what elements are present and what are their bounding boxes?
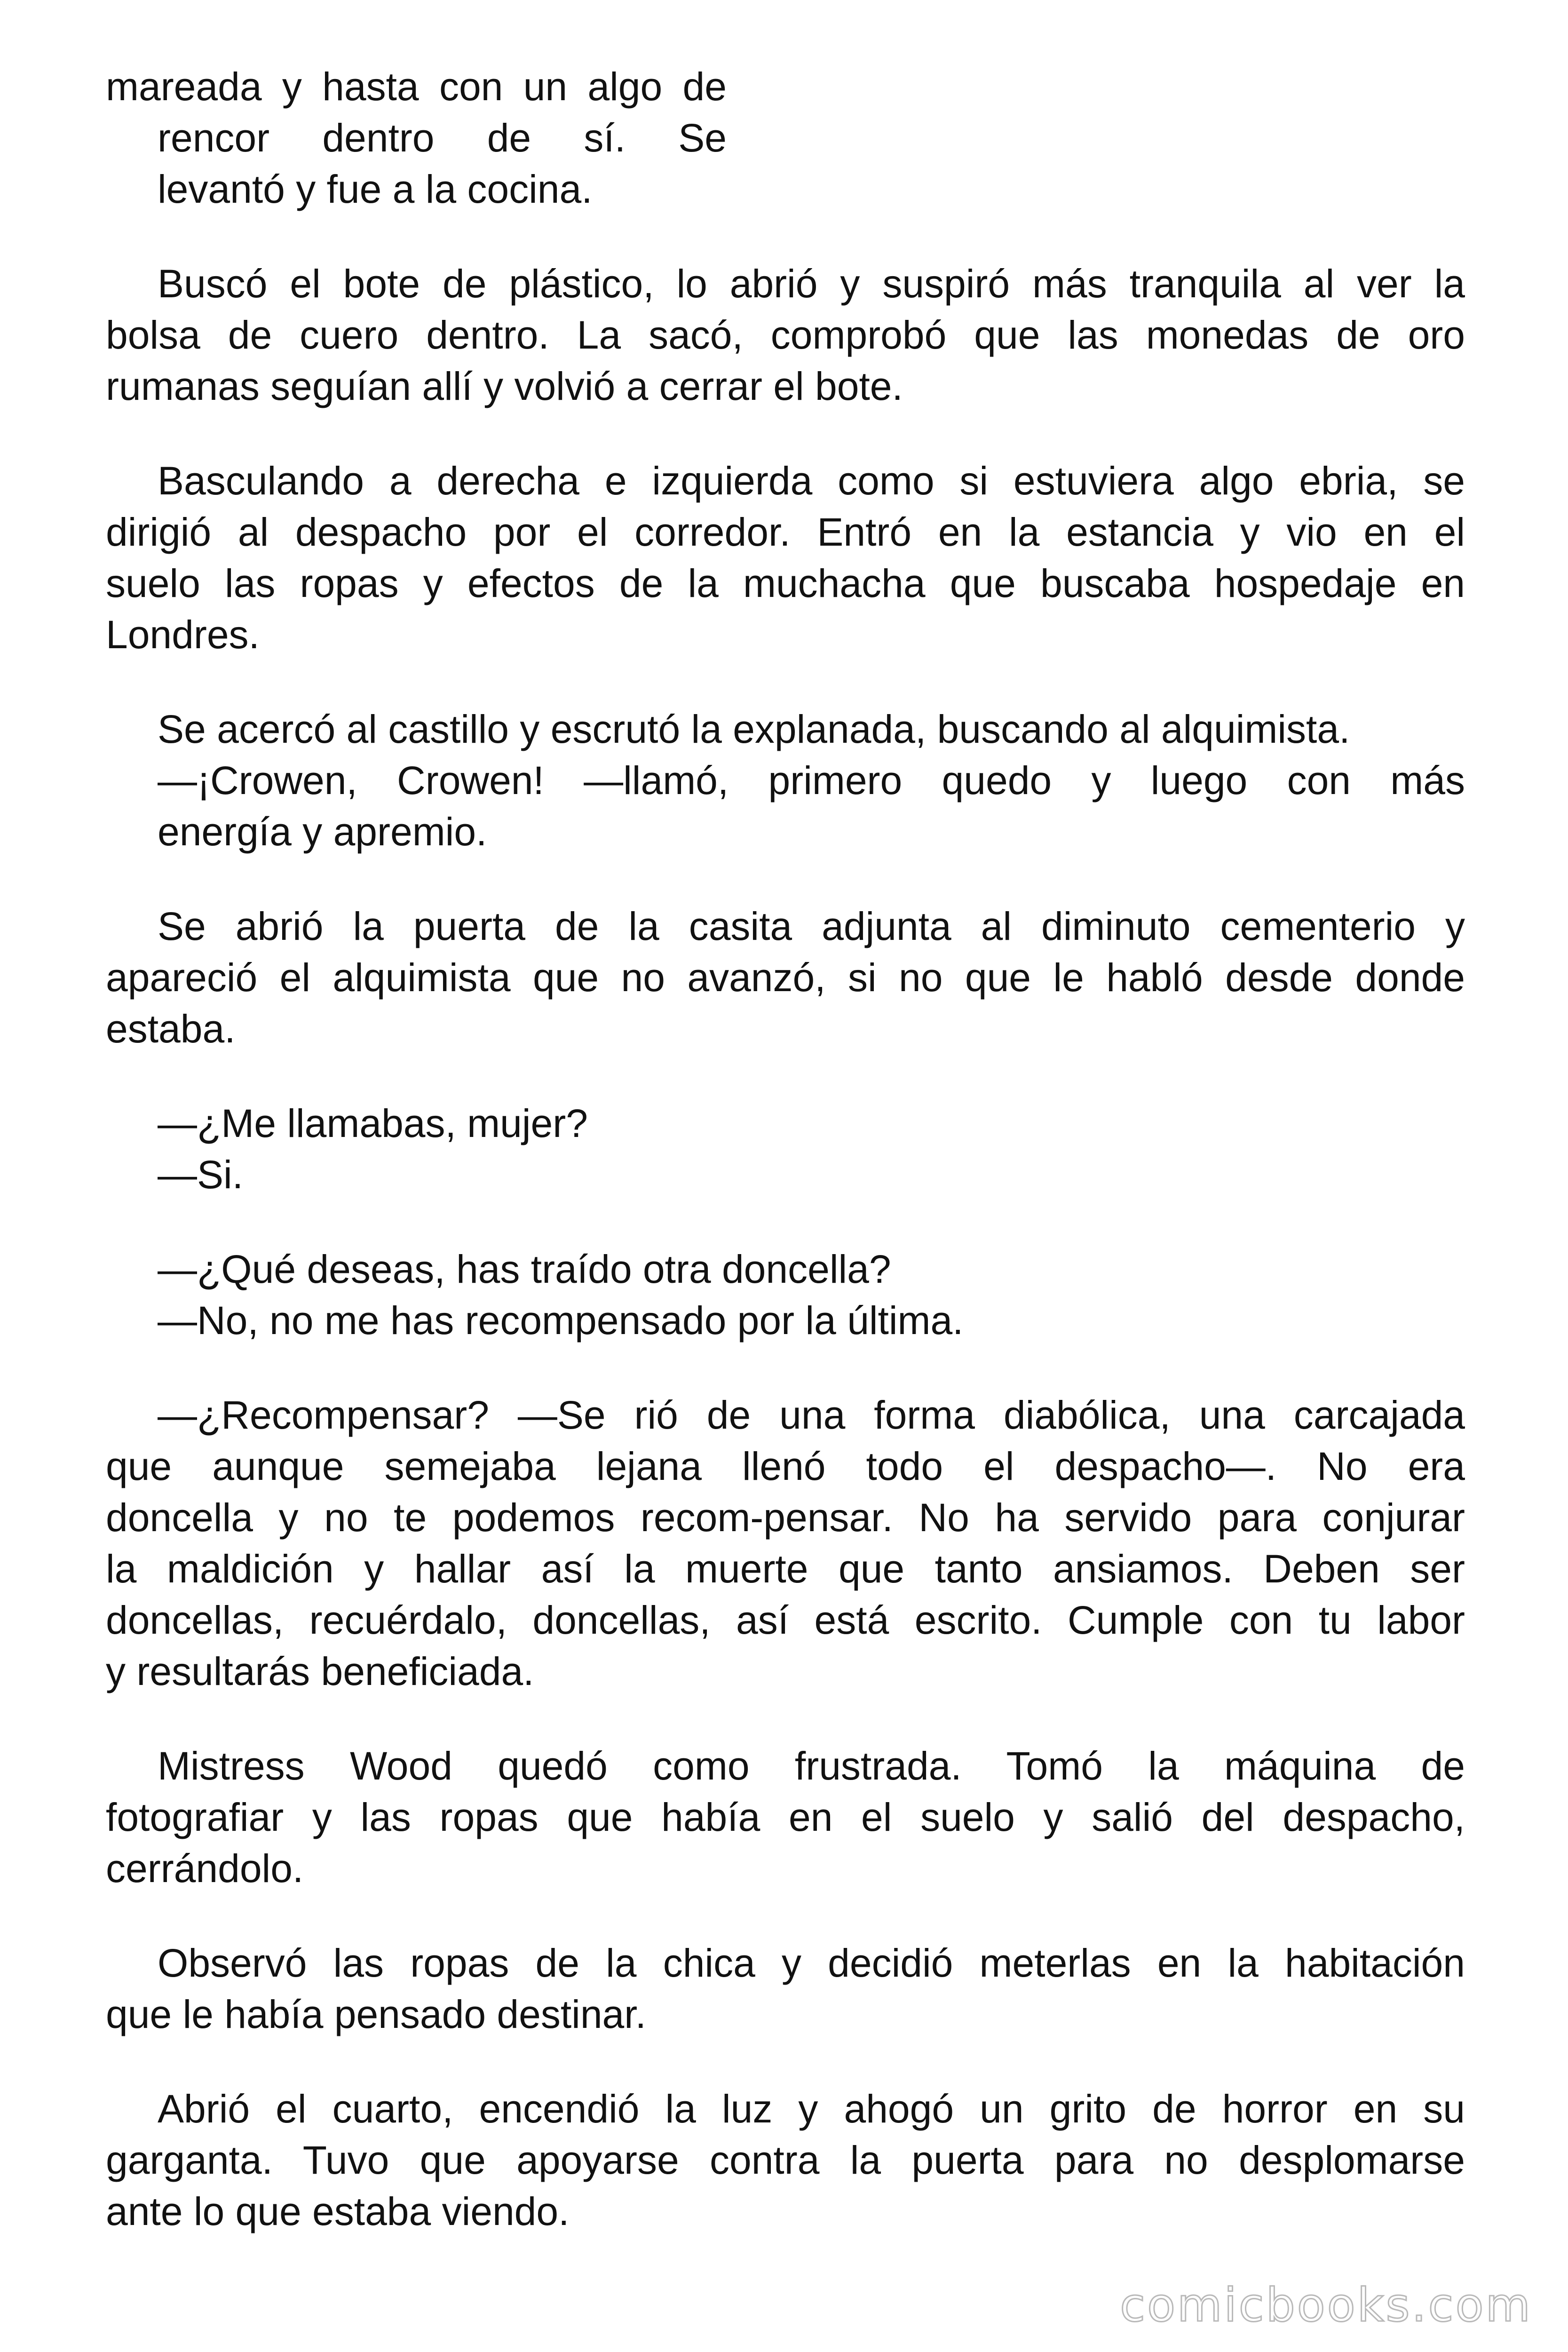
text-line: energía y apremio.: [158, 810, 487, 854]
text-line: —¡Crowen, Crowen! —llamó, primero quedo y luego con más: [158, 758, 1465, 803]
text-line: la maldición y hallar así la muerte que tanto ansiamos. Deben ser: [106, 1547, 1465, 1591]
text-line: dirigió al despacho por el corredor. Entró en la estancia y vio en el: [106, 510, 1465, 554]
paragraph: [106, 2083, 1465, 2237]
text-line: Londres.: [106, 612, 260, 657]
paragraph: [106, 901, 1465, 1055]
dialogue-line: —¿Me llamabas, mujer?: [158, 1101, 588, 1145]
paragraph: [106, 61, 1465, 215]
text-line: bolsa de cuero dentro. La sacó, comprobó que las monedas de oro: [106, 313, 1465, 357]
dialogue-line: —¿Qué deseas, has traído otra doncella?: [158, 1247, 891, 1291]
text-line: doncella y no te podemos recom-pensar. No ha servido para conjurar: [106, 1495, 1465, 1540]
paragraph: [106, 1390, 1465, 1697]
dialogue-line: —No, no me has recompensado por la última.: [158, 1298, 964, 1343]
text-line: que le había pensado destinar.: [106, 1992, 646, 2036]
text-line: doncellas, recuérdalo, doncellas, así está escrito. Cumple con tu labor: [106, 1598, 1465, 1642]
text-line: rumanas seguían allí y volvió a cerrar el bote.: [106, 364, 903, 408]
paragraph: [106, 1938, 1465, 2040]
paragraph: [106, 704, 1465, 858]
text-line: garganta. Tuvo que apoyarse contra la puerta para no desplomarse: [106, 2138, 1465, 2182]
dialogue-line: —Si.: [158, 1152, 244, 1197]
paragraph: [106, 455, 1465, 660]
text-line: suelo las ropas y efectos de la muchacha que buscaba hospedaje en: [106, 561, 1465, 605]
text-line: cerrándolo.: [106, 1846, 304, 1891]
paragraph: [106, 1740, 1465, 1894]
page-body: [106, 61, 1465, 2280]
text-line: y resultarás beneficiada.: [106, 1649, 534, 1693]
text-line: Abrió el cuarto, encendió la luz y ahogó un grito de horror en su: [158, 2087, 1465, 2131]
text-line: apareció el alquimista que no avanzó, si no que le habló desde donde: [106, 955, 1465, 1000]
text-line: que aunque semejaba lejana llenó todo el despacho—. No era: [106, 1444, 1465, 1488]
text-line: Se abrió la puerta de la casita adjunta al diminuto cementerio y: [158, 904, 1465, 948]
text-line: Basculando a derecha e izquierda como si estuviera algo ebria, se: [158, 459, 1465, 503]
text-line: mareada y hasta con un algo de: [106, 64, 727, 109]
text-line: ante lo que estaba viendo.: [106, 2189, 570, 2233]
text-line: Observó las ropas de la chica y decidió meterlas en la habitación: [158, 1941, 1465, 1985]
text-line: rencor dentro de sí. Se: [158, 116, 727, 160]
text-line: —¿Recompensar? —Se rió de una forma diabólica, una carcajada: [158, 1393, 1465, 1437]
dialogue: [106, 1244, 1465, 1346]
text-line: estaba.: [106, 1007, 236, 1051]
text-line: Mistress Wood quedó como frustrada. Tomó la máquina de: [158, 1744, 1465, 1788]
text-line: Se acercó al castillo y escrutó la explanada, buscando al alquimista.: [158, 707, 1350, 751]
watermark-logo: comicbooks.com: [1120, 2279, 1532, 2332]
paragraph: [106, 258, 1465, 412]
text-line: fotografiar y las ropas que había en el suelo y salió del despacho,: [106, 1795, 1465, 1839]
text-line: levantó y fue a la cocina.: [158, 167, 593, 211]
text-line: Buscó el bote de plástico, lo abrió y suspiró más tranquila al ver la: [158, 262, 1465, 306]
dialogue: [106, 1098, 1465, 1200]
